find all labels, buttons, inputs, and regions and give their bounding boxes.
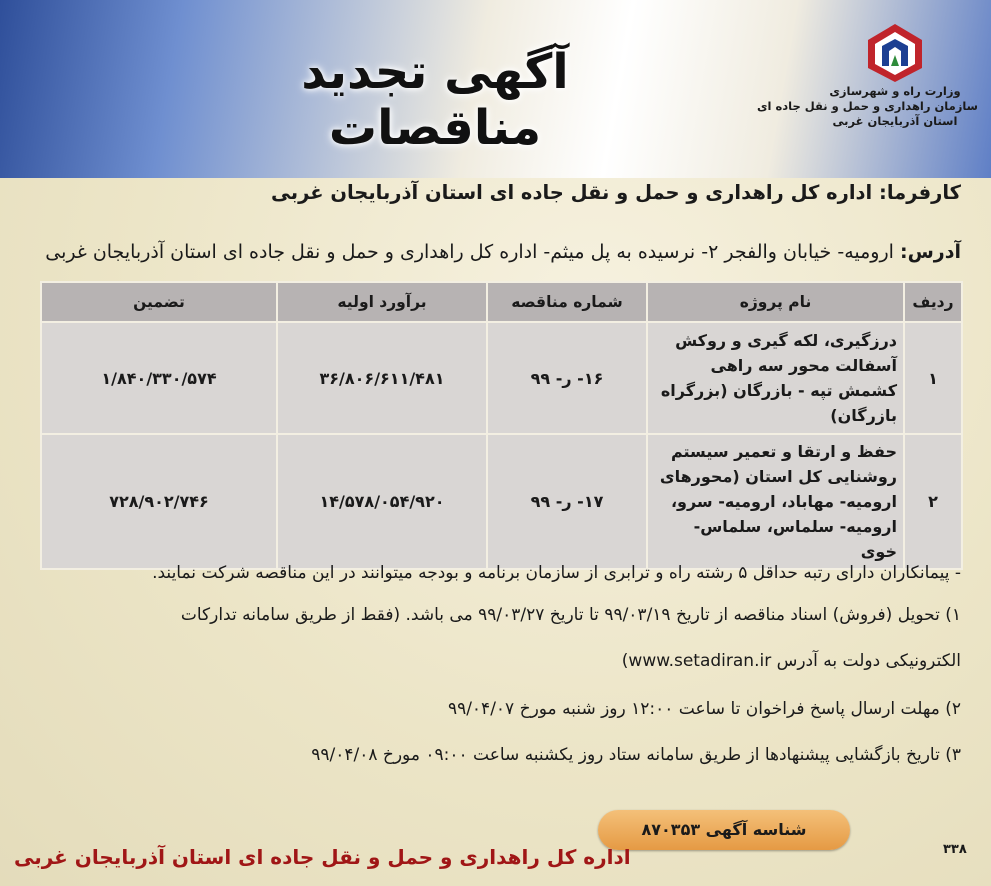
header-tender-number: شماره مناقصه [487, 282, 647, 322]
cell-tender-number: ۱۶- ر- ۹۹ [487, 322, 647, 434]
header-guarantee: تضمین [41, 282, 277, 322]
table-header-row [41, 282, 962, 322]
cell-guarantee: ۷۲۸/۹۰۲/۷۴۶ [41, 434, 277, 569]
cell-guarantee: ۱/۸۴۰/۳۳۰/۵۷۴ [41, 322, 277, 434]
note-item-3: ۳) تاریخ بازگشایی پیشنهادها از طریق سامانه ستاد روز یکشنبه ساعت ۰۹:۰۰ مورخ ۹۹/۰۴/۰۸ [311, 745, 961, 765]
eligibility-note: - پیمانکاران دارای رتبه حداقل ۵ رشته راه و ترابری از سازمان برنامه و بودجه میتوانند در این مناقصه شرکت نمایند. [152, 563, 961, 583]
employer-label: کارفرما: [879, 181, 961, 204]
cell-project-name: حفظ و ارتقا و تعمیر سیستم روشنایی کل استان (محورهای ارومیه- مهاباد، ارومیه- سرو، ارومیه- سلماس، سلماس- خوی [647, 434, 904, 569]
address-label: آدرس: [899, 241, 961, 263]
table-row [41, 322, 962, 434]
ad-id-badge: شناسه آگهی ۸۷۰۳۵۳ [598, 810, 850, 850]
tender-table [40, 281, 963, 570]
page-title: آگهی تجدید مناقصات [301, 44, 569, 156]
cell-project-name: درزگیری، لکه گیری و روکش آسفالت محور سه راهی کشمش تپه - بازرگان (بزرگراه بازرگان) [647, 322, 904, 434]
cell-initial-estimate: ۱۴/۵۷۸/۰۵۴/۹۲۰ [277, 434, 487, 569]
note-item-1-line-2: الکترونیکی دولت به آدرس www.setadiran.ir) [621, 651, 961, 671]
page-number: ۳۳۸ [943, 842, 967, 857]
cell-row-no: ۲ [904, 434, 962, 569]
header-project-name: نام پروژه [647, 282, 904, 322]
address-value: ارومیه- خیابان والفجر ۲- نرسیده به پل میثم- اداره کل راهداری و حمل و نقل جاده ای استان آذربایجان غربی [45, 241, 894, 263]
employer-line [271, 181, 961, 204]
note-item-1-line-1: ۱) تحویل (فروش) اسناد مناقصه از تاریخ ۹۹/۰۳/۱۹ تا تاریخ ۹۹/۰۳/۲۷ می باشد. (فقط از طریق سامانه تدارکات [180, 605, 961, 625]
logo-province-line: استان آذربایجان غربی [832, 114, 958, 128]
cell-row-no: ۱ [904, 322, 962, 434]
header-initial-estimate: برآورد اولیه [277, 282, 487, 322]
logo-organization-line: سازمان راهداری و حمل و نقل جاده ای [756, 99, 978, 113]
cell-initial-estimate: ۳۶/۸۰۶/۶۱۱/۴۸۱ [277, 322, 487, 434]
footer-organization: اداره کل راهداری و حمل و نقل جاده ای استان آذربایجان غربی [14, 845, 631, 869]
address-line [45, 241, 961, 263]
note-item-2: ۲) مهلت ارسال پاسخ فراخوان تا ساعت ۱۲:۰۰ روز شنبه مورخ ۹۹/۰۴/۰۷ [447, 699, 961, 719]
logo-ministry-line: وزارت راه و شهرسازی [829, 84, 961, 98]
ministry-logo [756, 22, 978, 170]
road-authority-logo-icon [864, 22, 926, 84]
header-row-no: ردیف [904, 282, 962, 322]
cell-tender-number: ۱۷- ر- ۹۹ [487, 434, 647, 569]
table-row [41, 434, 962, 569]
employer-value: اداره کل راهداری و حمل و نقل جاده ای استان آذربایجان غربی [271, 181, 873, 204]
